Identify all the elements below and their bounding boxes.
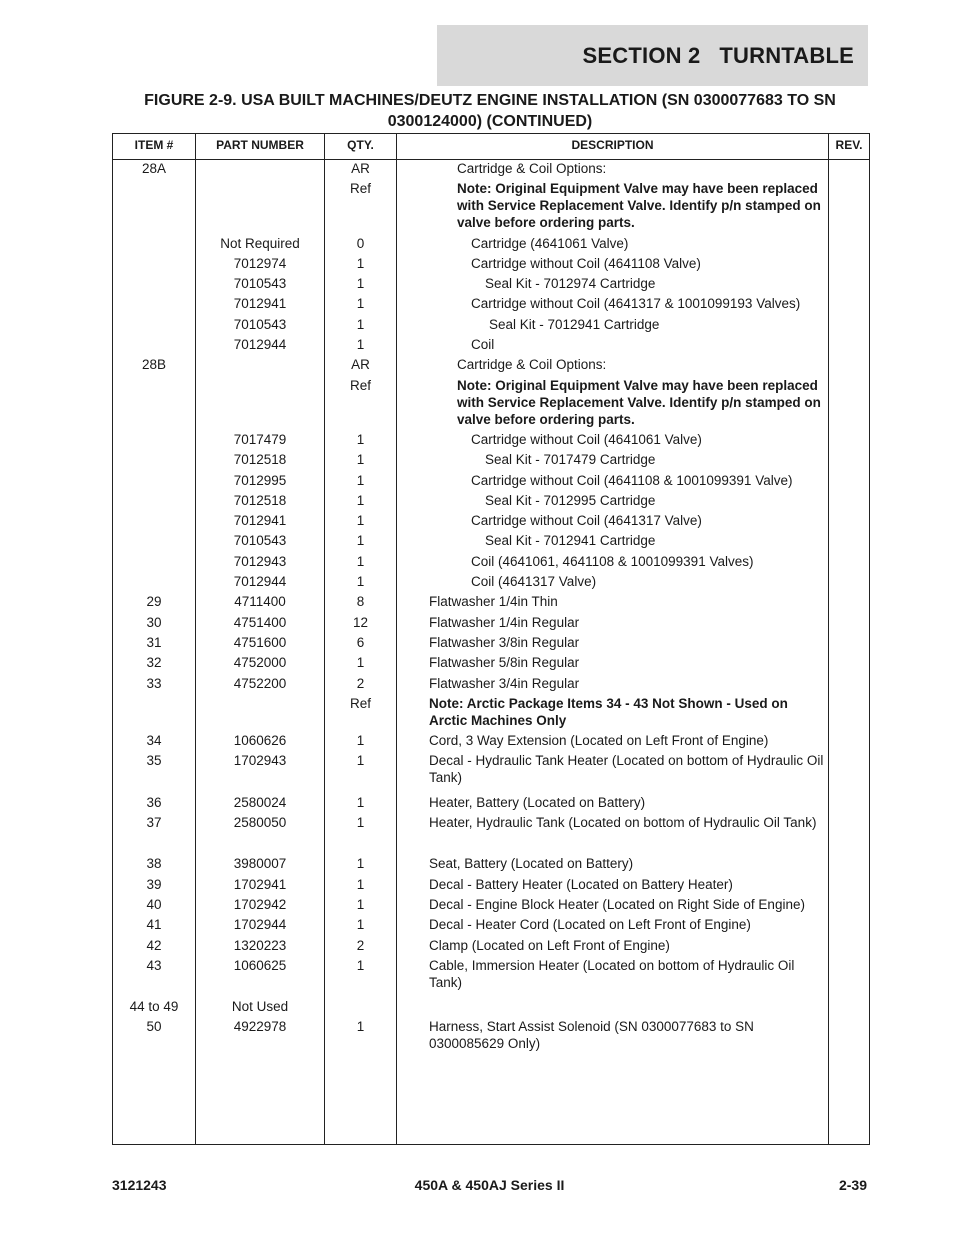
quantity: AR: [351, 357, 370, 373]
table-row: [113, 732, 869, 752]
description: Note: Original Equipment Valve may have been replaced with Service Replacement Valve. Identify p/n stamped on valve before ordering parts.: [457, 377, 821, 427]
quantity: 1: [356, 472, 365, 488]
item-number: 28B: [141, 357, 167, 373]
part-number: 7012518: [233, 492, 287, 508]
part-number: 1702942: [233, 896, 287, 912]
table-row: [113, 1018, 869, 1055]
item-number: 39: [146, 876, 162, 892]
quantity: 6: [356, 634, 365, 650]
quantity: 1: [356, 255, 365, 271]
header-qty: QTY.: [347, 138, 374, 152]
part-number: 1702943: [233, 753, 287, 769]
quantity: 1: [356, 1019, 365, 1035]
part-number: 1060625: [233, 957, 287, 973]
description: Coil: [471, 337, 495, 353]
table-row: [113, 356, 869, 376]
part-number: 7010543: [233, 316, 287, 332]
part-number: 7012995: [233, 472, 287, 488]
description: Cable, Immersion Heater (Located on bottom of Hydraulic Oil Tank): [429, 957, 795, 990]
item-number: 29: [146, 594, 162, 610]
item-number: 42: [146, 937, 162, 953]
page-number: 2-39: [838, 1177, 867, 1193]
table-row: [113, 814, 869, 855]
item-number: 50: [146, 1019, 162, 1035]
page-footer: [112, 1177, 867, 1197]
description: Cartridge (4641061 Valve): [471, 235, 629, 251]
header-rev: REV.: [835, 138, 863, 152]
table-row: [113, 316, 869, 336]
quantity: 1: [356, 574, 365, 590]
part-number: 4752000: [233, 655, 287, 671]
description: Seal Kit - 7012974 Cartridge: [485, 276, 656, 292]
item-number: 36: [146, 794, 162, 810]
part-number: 1320223: [233, 937, 287, 953]
part-number: 1702941: [233, 876, 287, 892]
header-part-number: PART NUMBER: [216, 138, 304, 152]
item-number: 33: [146, 675, 162, 691]
table-row: [113, 957, 869, 998]
item-number: 35: [146, 753, 162, 769]
part-number: 7012943: [233, 553, 287, 569]
description: Seal Kit - 7012941 Cartridge: [489, 316, 660, 332]
quantity: 2: [356, 675, 365, 691]
quantity: 1: [356, 337, 365, 353]
part-number: 7010543: [233, 533, 287, 549]
quantity: Ref: [349, 181, 371, 197]
quantity: 1: [356, 917, 365, 933]
header-item: ITEM #: [134, 138, 174, 152]
table-header: [113, 134, 869, 160]
quantity: 0: [356, 235, 365, 251]
part-number: 7012941: [233, 513, 287, 529]
table-row: [113, 876, 869, 896]
part-number: 2580050: [233, 815, 287, 831]
quantity: 1: [356, 533, 365, 549]
table-row: [113, 472, 869, 492]
item-number: 30: [146, 614, 162, 630]
table-row: [113, 634, 869, 654]
description: Note: Arctic Package Items 34 - 43 Not Shown - Used on Arctic Machines Only: [429, 695, 788, 728]
table-row: [113, 573, 869, 593]
description: Seal Kit - 7012941 Cartridge: [485, 533, 656, 549]
description: Seal Kit - 7012995 Cartridge: [485, 492, 656, 508]
table-body: [113, 160, 869, 1056]
figure-title: FIGURE 2-9. USA BUILT MACHINES/DEUTZ ENGINE INSTALLATION (SN 0300077683 TO SN 0300124000) (CONTINUED): [144, 92, 836, 130]
table-row: [113, 593, 869, 613]
table-row: [113, 275, 869, 295]
description: Cord, 3 Way Extension (Located on Left Front of Engine): [429, 733, 769, 749]
part-number: Not Used: [231, 999, 289, 1015]
description: Cartridge without Coil (4641317 Valve): [471, 513, 702, 529]
table-row: [113, 752, 869, 793]
quantity: 1: [356, 316, 365, 332]
table-row: [113, 695, 869, 732]
table-row: [113, 896, 869, 916]
description: Cartridge without Coil (4641061 Valve): [471, 431, 702, 447]
table-row: [113, 614, 869, 634]
header-description: DESCRIPTION: [571, 138, 654, 152]
table-row: [113, 295, 869, 315]
quantity: 1: [356, 492, 365, 508]
quantity: 1: [356, 296, 365, 312]
description: Flatwasher 5/8in Regular: [429, 655, 580, 671]
description: Cartridge & Coil Options:: [457, 161, 607, 176]
description: Decal - Heater Cord (Located on Left Front of Engine): [429, 917, 751, 933]
table-row: [113, 916, 869, 936]
table-row: [113, 451, 869, 471]
part-number: 7012944: [233, 574, 287, 590]
part-number: 7010543: [233, 276, 287, 292]
quantity: 1: [356, 896, 365, 912]
item-number: 34: [146, 733, 162, 749]
part-number: 2580024: [233, 794, 287, 810]
description: Note: Original Equipment Valve may have been replaced with Service Replacement Valve. Identify p/n stamped on valve before ordering parts.: [457, 181, 821, 231]
quantity: 1: [356, 513, 365, 529]
section-banner: [437, 25, 868, 86]
table-row: [113, 998, 869, 1018]
part-number: 3980007: [233, 856, 287, 872]
table-row: [113, 492, 869, 512]
item-number: 37: [146, 815, 162, 831]
description: Flatwasher 3/8in Regular: [429, 634, 580, 650]
description: Flatwasher 1/4in Thin: [429, 594, 558, 610]
part-number: 1702944: [233, 917, 287, 933]
description: Heater, Battery (Located on Battery): [429, 794, 646, 810]
table-row: [113, 235, 869, 255]
part-number: 7012974: [233, 255, 287, 271]
table-row: [113, 336, 869, 356]
table-row: [113, 377, 869, 431]
item-number: 31: [146, 634, 162, 650]
table-row: [113, 512, 869, 532]
part-number: 4752200: [233, 675, 287, 691]
part-number: Not Required: [220, 235, 300, 251]
description: Decal - Battery Heater (Located on Battery Heater): [429, 876, 733, 892]
quantity: 1: [356, 794, 365, 810]
quantity: Ref: [349, 695, 371, 711]
part-number: 7017479: [233, 431, 287, 447]
quantity: 1: [356, 876, 365, 892]
quantity: 12: [352, 614, 369, 630]
part-number: 7012944: [233, 337, 287, 353]
quantity: 1: [356, 733, 365, 749]
quantity: 1: [356, 856, 365, 872]
quantity: Ref: [349, 377, 371, 393]
description: Decal - Hydraulic Tank Heater (Located on bottom of Hydraulic Oil Tank): [429, 753, 824, 786]
table-row: [113, 553, 869, 573]
description: Coil (4641317 Valve): [471, 574, 597, 590]
table-row: [113, 937, 869, 957]
table-row: [113, 675, 869, 695]
description: Harness, Start Assist Solenoid (SN 0300077683 to SN 0300085629 Only): [429, 1019, 754, 1052]
description: Flatwasher 3/4in Regular: [429, 675, 580, 691]
part-number: 4922978: [233, 1019, 287, 1035]
parts-table: [112, 133, 870, 1145]
description: Cartridge without Coil (4641108 & 1001099391 Valve): [471, 472, 793, 488]
item-number: 43: [146, 957, 162, 973]
quantity: 1: [356, 431, 365, 447]
part-number: 1060626: [233, 733, 287, 749]
part-number: 7012518: [233, 452, 287, 468]
part-number: 7012941: [233, 296, 287, 312]
quantity: AR: [351, 161, 370, 176]
quantity: 1: [356, 452, 365, 468]
item-number: 41: [146, 917, 162, 933]
item-number: 40: [146, 896, 162, 912]
table-row: [113, 654, 869, 674]
quantity: 1: [356, 957, 365, 973]
part-number: 4711400: [234, 594, 286, 610]
description: Cartridge & Coil Options:: [457, 357, 607, 373]
table-row: [113, 855, 869, 875]
quantity: 2: [356, 937, 365, 953]
quantity: 1: [356, 553, 365, 569]
item-number: 38: [146, 856, 162, 872]
item-number: 32: [146, 655, 162, 671]
quantity: 8: [356, 594, 365, 610]
quantity: 1: [356, 655, 365, 671]
model-name: 450A & 450AJ Series II: [414, 1177, 565, 1193]
description: Flatwasher 1/4in Regular: [429, 614, 580, 630]
description: Heater, Hydraulic Tank (Located on bottom of Hydraulic Oil Tank): [429, 815, 817, 831]
description: Cartridge without Coil (4641317 & 1001099193 Valves): [471, 296, 801, 312]
description: Clamp (Located on Left Front of Engine): [429, 937, 670, 953]
description: Cartridge without Coil (4641108 Valve): [471, 255, 701, 271]
description: Seal Kit - 7017479 Cartridge: [485, 452, 656, 468]
table-row: [113, 180, 869, 234]
quantity: 1: [356, 753, 365, 769]
quantity: 1: [356, 276, 365, 292]
item-number: 44 to 49: [129, 999, 179, 1015]
doc-number: 3121243: [112, 1177, 167, 1193]
table-row: [113, 431, 869, 451]
table-row: [113, 532, 869, 552]
quantity: 1: [356, 815, 365, 831]
description: Coil (4641061, 4641108 & 1001099391 Valves): [471, 553, 754, 569]
description: Decal - Engine Block Heater (Located on Right Side of Engine): [429, 896, 805, 912]
part-number: 4751600: [233, 634, 287, 650]
part-number: 4751400: [233, 614, 287, 630]
table-row: [113, 255, 869, 275]
table-row: [113, 794, 869, 814]
section-title: SECTION 2 TURNTABLE: [582, 42, 854, 68]
description: Seat, Battery (Located on Battery): [429, 856, 634, 872]
table-row: [113, 160, 869, 180]
item-number: 28A: [141, 161, 167, 176]
